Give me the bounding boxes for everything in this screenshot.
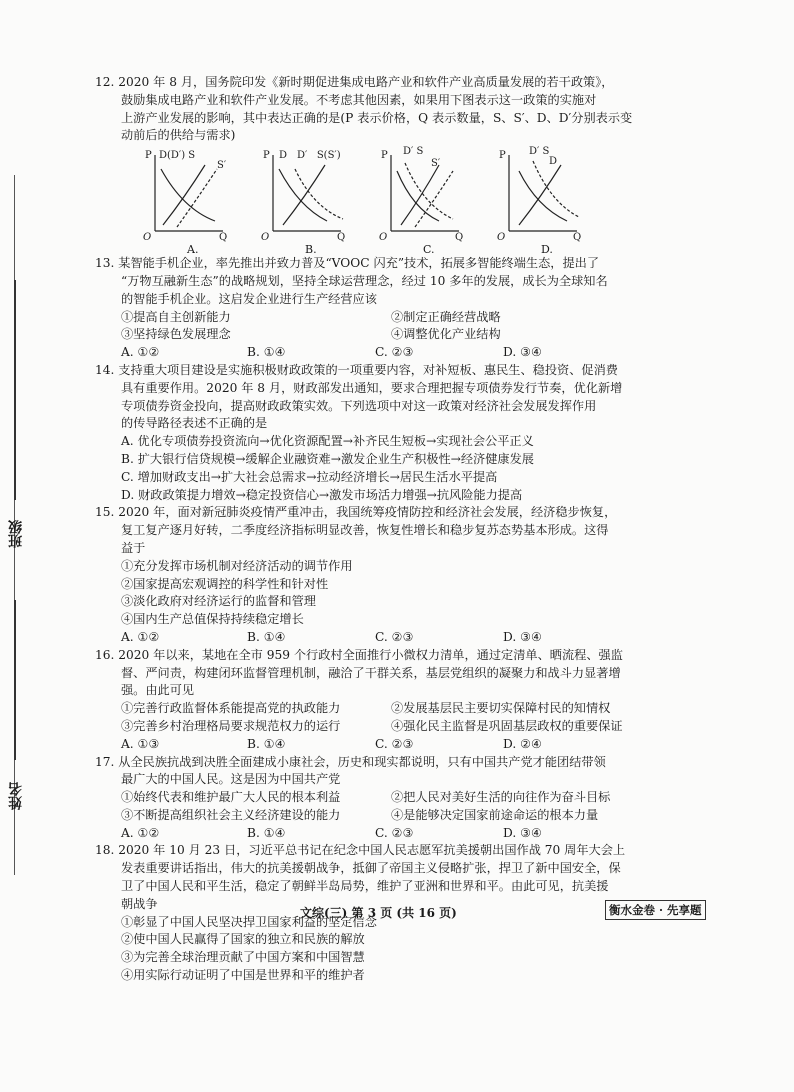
q15-stem-line: 益于 [121, 540, 146, 555]
q15-item: ③淡化政府对经济运行的监督和管理 [121, 594, 316, 609]
graph-c [379, 146, 479, 257]
name-field-line [14, 600, 16, 760]
q13-item: ④调整优化产业结构 [391, 327, 501, 342]
q14-option-a[interactable]: A. 优化专项债券投资流向→优化资源配置→补齐民生短板→实现社会公平正义 [121, 434, 534, 449]
graph-a-top-label: D(D′) S [159, 150, 196, 162]
q16-stem-line: 强。由此可见 [121, 683, 195, 698]
graph-a-option: A. [187, 243, 199, 257]
question-17 [95, 754, 695, 843]
graph-d-origin: O [497, 232, 506, 244]
graph-c-top-label: D′ S [403, 146, 424, 158]
q17-options [95, 825, 695, 843]
q14-option-c[interactable]: C. 增加财政支出→扩大社会总需求→拉动经济增长→居民生活水平提高 [121, 469, 498, 484]
graph-d-option: D. [541, 243, 553, 257]
graph-b-origin: O [261, 232, 270, 244]
graph-b-q-label: Q [337, 232, 346, 244]
q17-item: ③不断提高组织社会主义经济建设的能力 [121, 807, 341, 822]
q16-option-d[interactable]: D. ②④ [503, 736, 542, 751]
q15-option-a[interactable]: A. ①② [121, 629, 160, 644]
graph-d-svg [497, 149, 597, 249]
q15-item: ④国内生产总值保持持续稳定增长 [121, 612, 304, 627]
graph-b-p-label: P [263, 150, 270, 162]
q14-stem-line: 专项债券资金投向，提高财政政策实效。下列选项中对这一政策对经济社会发展发挥作用 [121, 398, 597, 413]
q13-stem-line: “万物互融新生态”的战略规划，坚持全球运营理念，经过 10 多年的发展，成长为全球知名 [121, 273, 608, 288]
q13-option-c[interactable]: C. ②③ [375, 345, 414, 360]
q15-option-c[interactable]: C. ②③ [375, 629, 414, 644]
q17-item: ①始终代表和维护最广大人民的根本利益 [121, 790, 341, 805]
graph-a-q-label: Q [219, 232, 228, 244]
graph-d-q-label: Q [573, 232, 582, 244]
q16-stem-line: 16. 2020 年以来，某地在全市 959 个行政村全面推行小微权力清单，通过定清单、晒流程、强监 [95, 647, 623, 662]
graph-d-p-label: P [499, 150, 506, 162]
q13-option-d[interactable]: D. ③④ [503, 345, 542, 360]
q13-options [95, 344, 695, 362]
q16-item: ④强化民主监督是巩固基层政权的重要保证 [391, 718, 623, 733]
q16-option-c[interactable]: C. ②③ [375, 736, 414, 751]
graph-d-top-label: D′ S [529, 146, 550, 158]
q15-stem-line: 15. 2020 年，面对新冠肺炎疫情严重冲击，我国统筹疫情防控和经济社会发展，经济稳步恢复， [95, 505, 617, 520]
graph-c-option: C. [423, 243, 435, 257]
q17-option-b[interactable]: B. ①④ [247, 825, 286, 840]
q14-stem-line: 的传导路径表述不正确的是 [121, 416, 268, 431]
q15-item: ②国家提高宏观调控的科学性和针对性 [121, 576, 329, 591]
name-label: 姓名 [8, 782, 24, 810]
q12-stem-line: 鼓励集成电路产业和软件产业发展。不考虑其他因素，如果用下图表示这一政策的实施对 [121, 92, 597, 107]
q12-stem-line: 动前后的供给与需求) [121, 128, 236, 143]
q16-item: ①完善行政监督体系能提高党的执政能力 [121, 701, 341, 716]
question-13 [95, 255, 695, 362]
q14-stem-line: 14. 支持重大项目建设是实施积极财政政策的一项重要内容，对补短板、惠民生、稳投资、促消费 [95, 362, 618, 377]
question-15 [95, 504, 695, 646]
q16-item: ③完善乡村治理格局要求规范权力的运行 [121, 718, 341, 733]
question-12 [95, 74, 695, 257]
question-content [95, 74, 695, 985]
q16-option-b[interactable]: B. ①④ [247, 736, 286, 751]
q14-option-b[interactable]: B. 扩大银行信贷规模→缓解企业融资难→激发企业生产积极性→经济健康发展 [121, 451, 534, 466]
q15-option-d[interactable]: D. ③④ [503, 629, 542, 644]
q18-item: ①彰显了中国人民坚决捍卫国家利益的坚定信念 [121, 914, 377, 929]
graph-c-origin: O [379, 232, 388, 244]
q18-stem-line: 卫了中国人民和平生活，稳定了朝鲜半岛局势，维护了亚洲和世界和平。由此可见，抗美援 [121, 879, 609, 894]
q18-item: ④用实际行动证明了中国是世界和平的维护者 [121, 968, 365, 983]
q13-item: ①提高自主创新能力 [121, 309, 231, 324]
q17-option-c[interactable]: C. ②③ [375, 825, 414, 840]
q17-item: ④是能够决定国家前途命运的根本力量 [391, 807, 599, 822]
graph-a-origin: O [143, 232, 152, 244]
q12-stem-line: 12. 2020 年 8 月，国务院印发《新时期促进集成电路产业和软件产业高质量发展的若干政策》， [95, 75, 614, 89]
q12-stem-line: 上游产业发展的影响，其中表达正确的是(P 表示价格，Q 表示数量，S、S′、D、D′分别表示变 [121, 110, 633, 125]
graph-a [143, 149, 243, 257]
question-14 [95, 362, 695, 504]
q17-stem-line: 17. 从全民族抗战到决胜全面建成小康社会，历史和现实都说明，只有中国共产党才能团结带领 [95, 754, 606, 769]
q16-items [95, 700, 695, 736]
brand-tag: 衡水金卷 · 先享题 [605, 900, 706, 920]
q18-stem-line: 发表重要讲话指出，伟大的抗美援朝战争，抵御了帝国主义侵略扩张，捍卫了新中国安全，保 [121, 861, 621, 876]
q13-items [95, 309, 695, 345]
graph-d-top-label2: D [549, 156, 558, 168]
q13-option-b[interactable]: B. ①④ [247, 345, 286, 360]
q16-option-a[interactable]: A. ①③ [121, 736, 160, 751]
q14-stem-line: 具有重要作用。2020 年 8 月，财政部发出通知，要求合理把握专项债券发行节奏，优化新增 [121, 380, 623, 395]
q15-stem-line: 复工复产逐月好转，二季度经济指标明显改善，恢复性增长和稳步复苏态势基本形成。这得 [121, 523, 609, 538]
q15-option-b[interactable]: B. ①④ [247, 629, 286, 644]
q12-graphs [143, 146, 695, 257]
q16-stem-line: 督、严问责，构建闭环监督管理机制，融洽了干群关系，基层党组织的凝聚力和战斗力显著增 [121, 665, 621, 680]
q13-stem-line: 的智能手机企业。这启发企业进行生产经营应该 [121, 291, 377, 306]
q18-stem-line: 朝战争 [121, 896, 158, 911]
page-footer: 文综(三) 第 3 页 (共 16 页) [300, 906, 457, 920]
question-16 [95, 647, 695, 754]
q18-stem-line: 18. 2020 年 10 月 23 日，习近平总书记在纪念中国人民志愿军抗美援朝出国作战 70 周年大会上 [95, 843, 626, 858]
graph-a-p-label: P [145, 150, 152, 162]
graph-c-svg [379, 149, 479, 249]
q17-items [95, 789, 695, 825]
q18-item: ③为完善全球治理贡献了中国方案和中国智慧 [121, 950, 365, 965]
q17-item: ②把人民对美好生活的向往作为奋斗目标 [391, 790, 611, 805]
q16-options [95, 736, 695, 754]
q13-item: ③坚持绿色发展理念 [121, 327, 231, 342]
graph-c-q-label: Q [455, 232, 464, 244]
graph-c-top-label2: S′ [431, 158, 441, 170]
q17-option-a[interactable]: A. ①② [121, 825, 160, 840]
q13-item: ②制定正确经营战略 [391, 309, 501, 324]
q17-option-d[interactable]: D. ③④ [503, 825, 542, 840]
q15-item: ①充分发挥市场机制对经济活动的调节作用 [121, 558, 353, 573]
graph-a-top-label2: S′ [217, 160, 227, 172]
q17-stem-line: 最广大的中国人民。这是因为中国共产党 [121, 772, 341, 787]
q13-option-a[interactable]: A. ①② [121, 345, 160, 360]
graph-d [497, 146, 597, 257]
q18-item: ②使中国人民赢得了国家的独立和民族的解放 [121, 932, 365, 947]
graph-b-top-label2: D′ S(S′) [297, 150, 341, 162]
q14-option-d[interactable]: D. 财政政策提力增效→稳定投资信心→激发市场活力增强→抗风险能力提高 [121, 487, 523, 502]
q15-options [95, 629, 695, 647]
graph-b-top-label: D [279, 150, 288, 162]
q13-stem-line: 13. 某智能手机企业，率先推出并致力普及“VOOC 闪充”技术，拓展多智能终端生态，提出了 [95, 256, 600, 271]
graph-b [261, 149, 361, 257]
q16-item: ②发展基层民主要切实保障村民的知情权 [391, 701, 611, 716]
graph-c-p-label: P [381, 150, 388, 162]
graph-b-option: B. [305, 243, 317, 257]
class-field-line [14, 280, 16, 500]
class-label: 班级 [8, 520, 24, 548]
